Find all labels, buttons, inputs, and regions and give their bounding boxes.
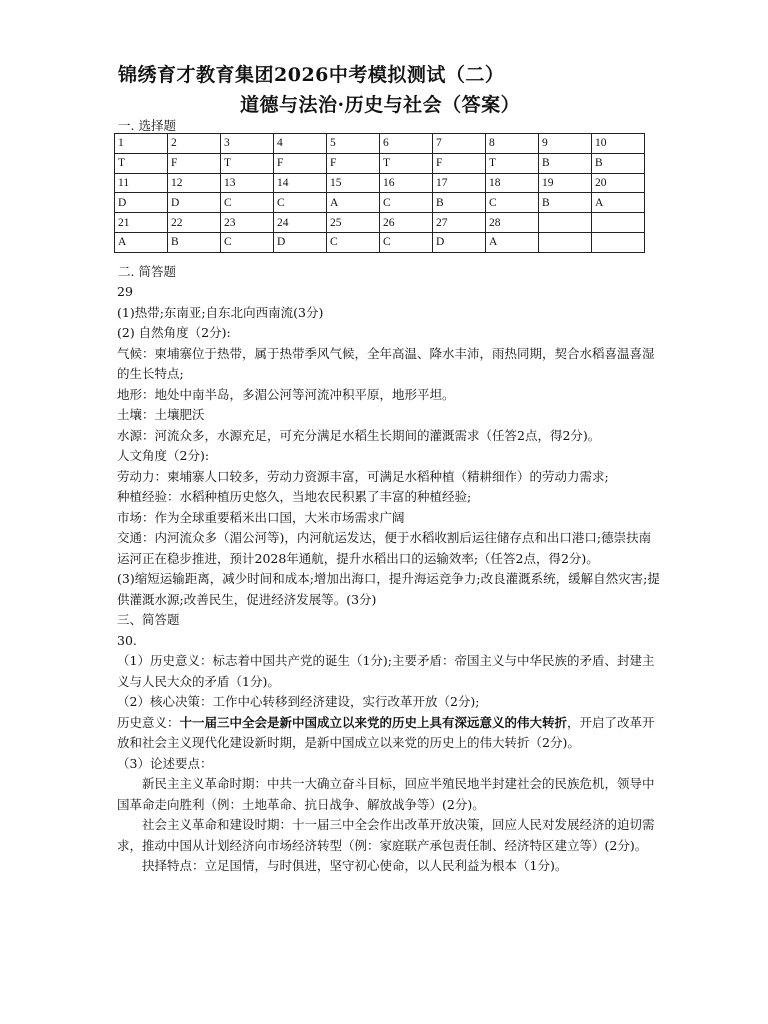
question-number-cell: 7 [433, 134, 486, 154]
q29-line: 种植经验：水稻种植历史悠久，当地农民积累了丰富的种植经验; [117, 489, 472, 504]
answer-cell: F [274, 153, 327, 173]
q30-prefix: 历史意义： [117, 714, 180, 730]
question-30-number: 30. [117, 632, 137, 648]
q29-line: (3)缩短运输距离，减少时间和成本;增加出海口，提升海运竞争力;改良灌溉系统，缓解自然灾害;提供灌溉水源;改善民生，促进经济发展等。(3分) [117, 571, 660, 607]
answer-cell: C [221, 232, 274, 252]
answer-cell: A [486, 232, 539, 252]
q29-line: 地形：地处中南半岛，多湄公河等河流冲积平原，地形平坦。 [117, 386, 455, 402]
q30-point-1: 新民主主义革命时期：中共一大确立奋斗目标，回应半殖民地半封建社会的民族危机，领导中国革命走向胜利（例：土地革命、抗日战争、解放战争等）(2分)。 [117, 776, 655, 812]
answer-cell: B [168, 232, 221, 252]
answer-cell: B [592, 153, 645, 173]
q29-line: 水源：河流众多，水源充足，可充分满足水稻生长期间的灌溉需求（任答2点，得2分)。 [117, 427, 601, 443]
question-number-cell: 2 [168, 134, 221, 154]
q29-line: 气候：柬埔寨位于热带，属于热带季风气候，全年高温、降水丰沛，雨热同期，契合水稻喜温喜湿的生长特点; [117, 345, 655, 381]
answer-cell: A [592, 193, 645, 213]
section1-heading: 一. 选择题 [118, 118, 176, 133]
question-number-cell: 14 [274, 173, 327, 193]
answer-cell: B [539, 153, 592, 173]
doc-title: 锦绣育才教育集团2026中考模拟测试（二） [118, 64, 505, 86]
question-number-cell: 12 [168, 173, 221, 193]
question-number-cell: 13 [221, 173, 274, 193]
answer-cell [539, 232, 592, 252]
doc-subtitle: 道德与法治·历史与社会（答案） [240, 94, 521, 116]
question-number-cell [592, 213, 645, 233]
question-number-cell: 27 [433, 213, 486, 233]
answer-table-row [115, 213, 645, 233]
question-number-cell: 21 [115, 213, 168, 233]
q29-line: (2) 自然角度（2分): [117, 325, 231, 340]
q29-line: 土壤：土壤肥沃 [117, 407, 205, 422]
answer-cell: C [221, 193, 274, 213]
question-number-cell: 28 [486, 213, 539, 233]
question-number-cell: 10 [592, 134, 645, 154]
question-number-cell: 9 [539, 134, 592, 154]
question-number-cell: 19 [539, 173, 592, 193]
answer-cell: C [327, 232, 380, 252]
question-number-cell: 11 [115, 173, 168, 193]
q30-part2: （2）核心决策：工作中心转移到经济建设，实行改革开放（2分); [117, 694, 480, 709]
answer-cell: B [433, 193, 486, 213]
answer-cell: T [380, 153, 433, 173]
q29-line: 劳动力：柬埔寨人口较多，劳动力资源丰富，可满足水稻种植（精耕细作）的劳动力需求; [117, 468, 609, 484]
q30-historical-significance [117, 713, 662, 754]
answer-cell: C [274, 193, 327, 213]
question-number-cell [539, 213, 592, 233]
question-number-cell: 3 [221, 134, 274, 154]
question-number-cell: 15 [327, 173, 380, 193]
answer-cell: F [327, 153, 380, 173]
answer-table-row [115, 134, 645, 154]
question-number-cell: 4 [274, 134, 327, 154]
answer-table-row [115, 153, 645, 173]
answer-table-row [115, 193, 645, 213]
answer-cell: C [486, 193, 539, 213]
question-number-cell: 18 [486, 173, 539, 193]
question-number-cell: 23 [221, 213, 274, 233]
question-29-number: 29 [117, 284, 133, 299]
answer-cell: A [115, 232, 168, 252]
answer-table-row [115, 173, 645, 193]
q29-line: 人文角度（2分): [117, 448, 210, 463]
q30-part1: （1）历史意义：标志着中国共产党的诞生（1分);主要矛盾：帝国主义与中华民族的矛盾、封建主义与人民大众的矛盾（1分)。 [117, 653, 655, 689]
answer-cell: C [380, 232, 433, 252]
q30-bold-emphasis: 十一届三中全会是新中国成立以来党的历史上具有深远意义的伟大转折 [179, 714, 568, 730]
answer-cell: T [115, 153, 168, 173]
answer-cell: C [380, 193, 433, 213]
q30-part3-heading: （3）论述要点： [117, 755, 213, 771]
question-number-cell: 22 [168, 213, 221, 233]
answer-cell: D [115, 193, 168, 213]
q29-line: (1)热带;东南亚;自东北向西南流(3分) [117, 304, 324, 320]
answer-cell: A [327, 193, 380, 213]
q29-line: 市场：作为全球重要稻米出口国，大米市场需求广阔 [117, 509, 405, 525]
section3-heading: 三、简答题 [117, 612, 180, 627]
answer-cell: D [168, 193, 221, 213]
q29-line: 交通：内河流众多（湄公河等)，内河航运发达，便于水稻收割后运往储存点和出口港口;德崇扶南运河正在稳步推进，预计2028年通航，提升水稻出口的运输效率;（任答2点，得2分)。 [117, 530, 652, 566]
answer-table [114, 133, 645, 253]
section2-heading: 二. 简答题 [118, 264, 176, 279]
question-number-cell: 1 [115, 134, 168, 154]
q30-point-2: 社会主义革命和建设时期：十一届三中全会作出改革开放决策，回应人民对发展经济的迫切需求，推动中国从计划经济向市场经济转型（例：家庭联产承包责任制、经济特区建立等）(2分)。 [117, 817, 655, 853]
question-number-cell: 16 [380, 173, 433, 193]
answer-cell [592, 232, 645, 252]
answer-cell: D [274, 232, 327, 252]
question-number-cell: 8 [486, 134, 539, 154]
answer-cell: D [433, 232, 486, 252]
answers-body [117, 282, 662, 877]
q30-suffix: ，开启了改革开放和社会主义现代化建设新时期，是新中国成立以来党的历史上的伟大转折（2分)。 [117, 714, 655, 750]
answer-cell: T [221, 153, 274, 173]
question-number-cell: 20 [592, 173, 645, 193]
question-number-cell: 24 [274, 213, 327, 233]
answer-cell: F [168, 153, 221, 173]
q30-point-3: 抉择特点：立足国情，与时俱进，坚守初心使命，以人民利益为根本（1分)。 [142, 858, 568, 873]
question-number-cell: 6 [380, 134, 433, 154]
question-number-cell: 17 [433, 173, 486, 193]
answer-cell: T [486, 153, 539, 173]
answer-table-row [115, 232, 645, 252]
answer-cell: B [539, 193, 592, 213]
question-number-cell: 5 [327, 134, 380, 154]
answer-cell: F [433, 153, 486, 173]
question-number-cell: 25 [327, 213, 380, 233]
question-number-cell: 26 [380, 213, 433, 233]
